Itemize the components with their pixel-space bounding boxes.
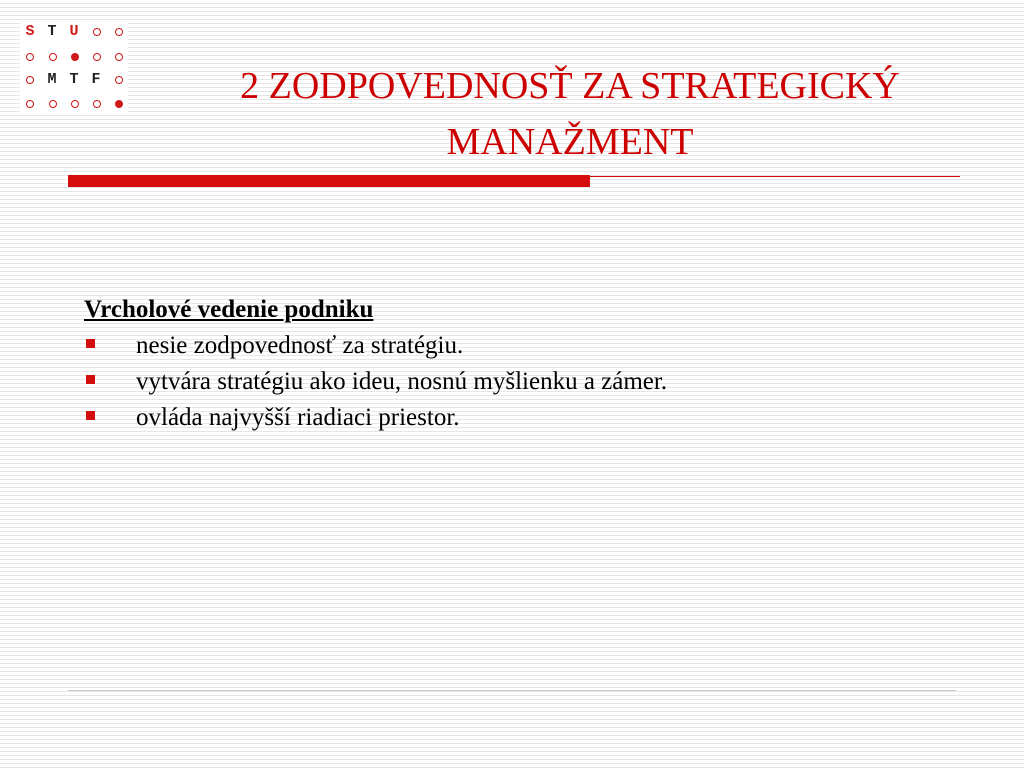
logo-dot bbox=[115, 100, 123, 108]
square-bullet-icon bbox=[86, 339, 95, 348]
content-heading: Vrcholové vedenie podniku bbox=[84, 296, 374, 323]
logo-dot bbox=[93, 100, 101, 108]
stu-mtf-logo bbox=[20, 22, 128, 114]
logo-dot bbox=[26, 100, 34, 108]
logo-dot bbox=[71, 53, 79, 61]
logo-letter-f: F bbox=[91, 71, 101, 88]
slide-title: 2 ZODPOVEDNOSŤ ZA STRATEGICKÝ MANAŽMENT bbox=[240, 65, 900, 163]
bullet-item bbox=[84, 364, 984, 400]
logo-letter-m: M bbox=[47, 71, 57, 88]
bullet-item bbox=[84, 400, 984, 436]
logo-dot bbox=[71, 100, 79, 108]
logo-dot bbox=[115, 76, 123, 84]
logo-letter-t: T bbox=[47, 23, 57, 40]
logo-dot bbox=[49, 100, 57, 108]
bullet-text: nesie zodpovednosť za stratégiu. bbox=[136, 332, 464, 359]
logo-dot bbox=[115, 53, 123, 61]
bullet-list bbox=[84, 328, 984, 436]
square-bullet-icon bbox=[86, 411, 95, 420]
logo-dot bbox=[26, 76, 34, 84]
bullet-text: vytvára stratégiu ako ideu, nosnú myšlienku a zámer. bbox=[136, 368, 668, 395]
logo-dot bbox=[49, 53, 57, 61]
bullet-item bbox=[84, 328, 984, 364]
title-underline-thick bbox=[68, 175, 590, 187]
logo-letter-t2: T bbox=[69, 71, 79, 88]
title-underline-thin bbox=[590, 176, 960, 177]
logo-dot bbox=[26, 53, 34, 61]
slide-content bbox=[84, 292, 984, 436]
logo-dot bbox=[93, 28, 101, 36]
footer-divider bbox=[68, 690, 956, 691]
bullet-text: ovláda najvyšší riadiaci priestor. bbox=[136, 404, 460, 431]
logo-letter-u: U bbox=[69, 23, 79, 40]
logo-letter-s: S bbox=[25, 23, 35, 40]
square-bullet-icon bbox=[86, 375, 95, 384]
logo-dot bbox=[115, 28, 123, 36]
logo-dot bbox=[93, 53, 101, 61]
